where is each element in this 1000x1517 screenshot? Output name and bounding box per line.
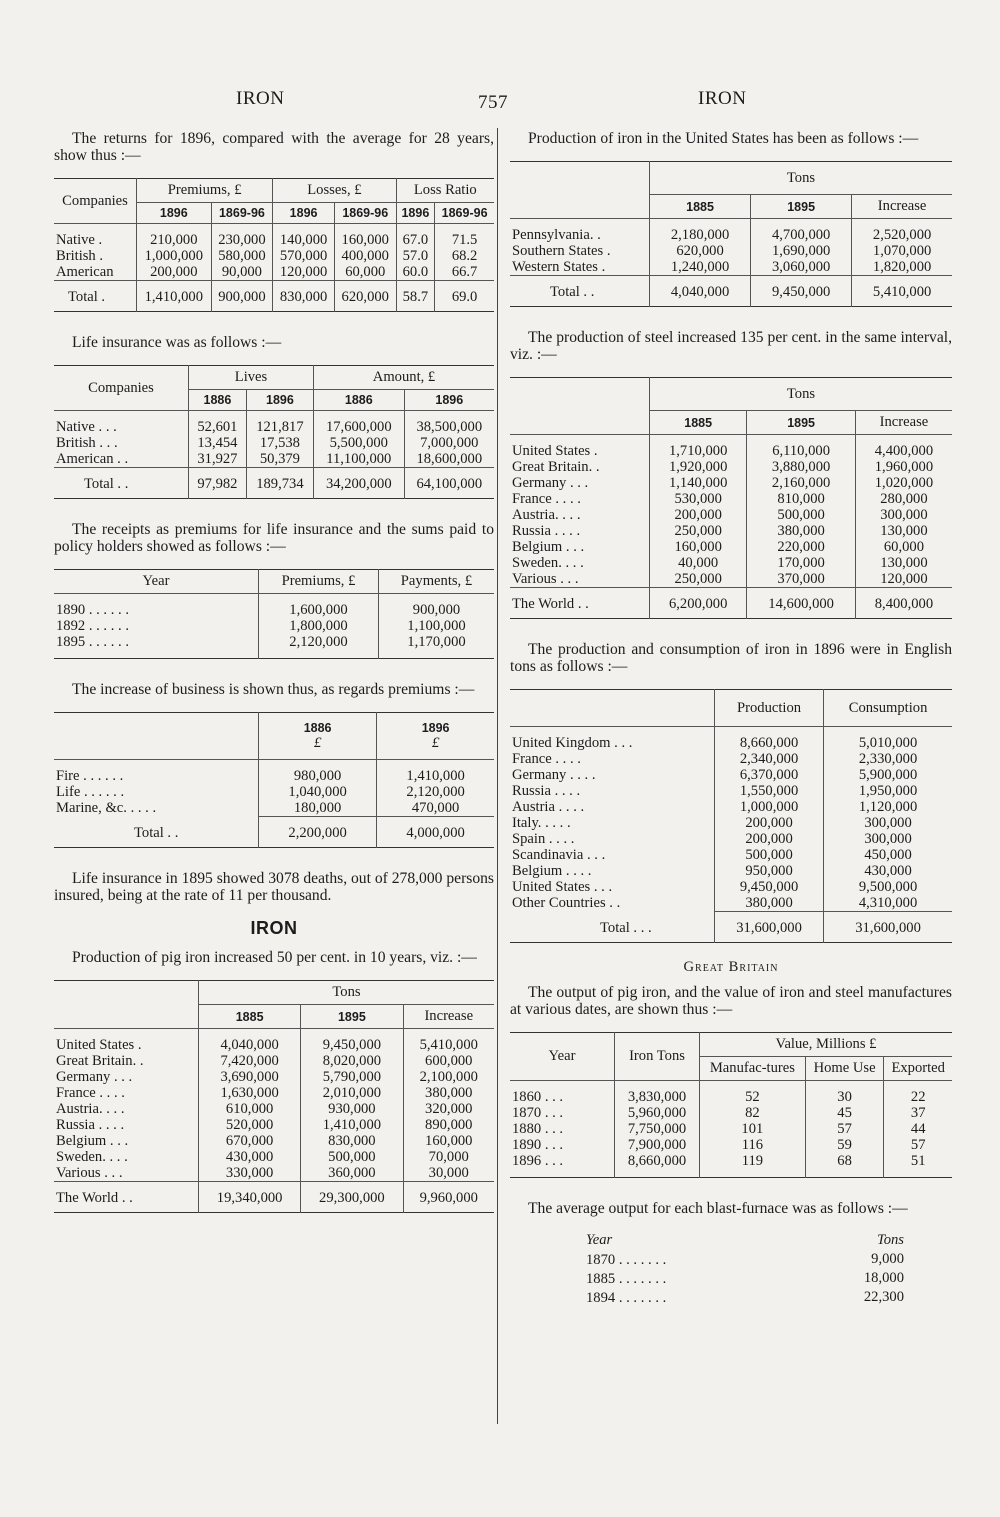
table-row: Native . . . 52,601 121,817 17,600,000 38,500,000 <box>54 419 494 435</box>
running-head-right: IRON <box>698 88 747 109</box>
sub-header: Increase <box>403 1005 494 1029</box>
col-year: Year <box>510 1033 615 1081</box>
sub-header: 1869-96 <box>211 203 273 224</box>
page-number: 757 <box>478 92 508 113</box>
table-row: Austria . . . . 1,000,000 1,120,000 <box>510 799 952 815</box>
table-row: Belgium . . . 160,000 220,000 60,000 <box>510 539 952 555</box>
sub-header: 1896 <box>396 203 435 224</box>
table-row: Germany . . . . 6,370,000 5,900,000 <box>510 767 952 783</box>
table-row: 1892 . . . . . . 1,800,000 1,100,000 <box>54 618 494 634</box>
table-row: 1894 . . . . . . . 22,300 <box>586 1289 904 1306</box>
table-row: 1890 . . . 7,900,000 116 59 57 <box>510 1137 952 1153</box>
sub-header: 1886 <box>189 390 247 411</box>
col-production: Production <box>715 690 824 727</box>
production-consumption-intro: The production and consumption of iron in 1896 were in English tons as follows :— <box>510 641 952 675</box>
pig-iron-intro: Production of pig iron increased 50 per cent. in 10 years, viz. :— <box>72 949 477 966</box>
table-row: Various . . . 250,000 370,000 120,000 <box>510 571 952 588</box>
table-row: 1880 . . . 7,750,000 101 57 44 <box>510 1121 952 1137</box>
total-row: Total . . 97,982 189,734 34,200,000 64,100,000 <box>54 468 494 499</box>
table-row: France . . . . 2,340,000 2,330,000 <box>510 751 952 767</box>
table-row: Southern States . 620,000 1,690,000 1,070,000 <box>510 243 952 259</box>
sub-header: 1885 <box>650 411 747 435</box>
table-row: Native . 210,000 230,000 140,000 160,000 67.0 71.5 <box>54 232 494 248</box>
sub-header: 1869-96 <box>334 203 396 224</box>
table-row: Russia . . . . 250,000 380,000 130,000 <box>510 523 952 539</box>
col-lives: Lives <box>189 366 314 390</box>
table-row: 1895 . . . . . . 2,120,000 1,170,000 <box>54 634 494 650</box>
table-row: United States . . . 9,450,000 9,500,000 <box>510 879 952 895</box>
table-row: Austria. . . . 200,000 500,000 300,000 <box>510 507 952 523</box>
col-payments: Payments, £ <box>378 570 494 594</box>
sub-header: Increase <box>852 195 952 219</box>
col-year: Year <box>586 1232 613 1248</box>
sub-header: 1895 <box>751 195 852 219</box>
table-row: Italy. . . . . 200,000 300,000 <box>510 815 952 831</box>
col-1886: 1886 £ <box>259 713 377 760</box>
column-divider <box>497 128 498 1424</box>
table-row: Marine, &c. . . . . 180,000 470,000 <box>54 800 494 817</box>
sub-header: 1896 <box>404 390 494 411</box>
table-row: 1890 . . . . . . 1,600,000 900,000 <box>54 602 494 618</box>
table-row: Various . . . 330,000 360,000 30,000 <box>54 1165 494 1182</box>
table-row: Belgium . . . . 950,000 430,000 <box>510 863 952 879</box>
col-year: Year <box>54 570 259 594</box>
col-losses: Losses, £ <box>273 179 396 203</box>
col-1896: 1896 £ <box>377 713 494 760</box>
col-consumption: Consumption <box>824 690 952 727</box>
sub-header: 1896 <box>137 203 212 224</box>
production-consumption-table <box>510 689 952 943</box>
table-row: Germany . . . 1,140,000 2,160,000 1,020,000 <box>510 475 952 491</box>
table-row: Russia . . . . 520,000 1,410,000 890,000 <box>54 1117 494 1133</box>
table-row: 1860 . . . 3,830,000 52 30 22 <box>510 1089 952 1105</box>
great-britain-table <box>510 1032 952 1178</box>
blast-furnace-table <box>585 1231 905 1307</box>
table-row: Great Britain. . 7,420,000 8,020,000 600,000 <box>54 1053 494 1069</box>
receipts-table <box>54 569 494 659</box>
col-amount: Amount, £ <box>314 366 494 390</box>
col-tons: Tons <box>650 162 953 195</box>
sub-header: 1886 <box>314 390 405 411</box>
section-heading-iron: IRON <box>250 918 298 938</box>
great-britain-intro: The output of pig iron, and the value of iron and steel manufactures at various dates, are shown thus :— <box>510 984 952 1018</box>
table-row: Sweden. . . . 430,000 500,000 70,000 <box>54 1149 494 1165</box>
table-row: Western States . 1,240,000 3,060,000 1,820,000 <box>510 259 952 276</box>
table-row: Scandinavia . . . 500,000 450,000 <box>510 847 952 863</box>
col-premiums: Premiums, £ <box>137 179 273 203</box>
col-loss-ratio: Loss Ratio <box>396 179 494 203</box>
table-row: Russia . . . . 1,550,000 1,950,000 <box>510 783 952 799</box>
table-row: British . . . 13,454 17,538 5,500,000 7,000,000 <box>54 435 494 451</box>
table-row: United States . 4,040,000 9,450,000 5,410,000 <box>54 1037 494 1053</box>
table-row: Belgium . . . 670,000 830,000 160,000 <box>54 1133 494 1149</box>
blast-furnace-intro: The average output for each blast-furnace was as follows :— <box>528 1200 908 1217</box>
col-companies: Companies <box>54 179 137 224</box>
table-row: France . . . . 1,630,000 2,010,000 380,000 <box>54 1085 494 1101</box>
table-row: American . . 31,927 50,379 11,100,000 18,600,000 <box>54 451 494 468</box>
table-row: France . . . . 530,000 810,000 280,000 <box>510 491 952 507</box>
table-row: 1896 . . . 8,660,000 119 68 51 <box>510 1153 952 1169</box>
sub-header: 1895 <box>747 411 856 435</box>
receipts-intro: The receipts as premiums for life insurance and the sums paid to policy holders showed as follows :— <box>54 521 494 555</box>
table-row: Great Britain. . 1,920,000 3,880,000 1,960,000 <box>510 459 952 475</box>
sub-header: 1869-96 <box>435 203 494 224</box>
steel-intro: The production of steel increased 135 per cent. in the same interval, viz. :— <box>510 329 952 363</box>
table-row: United Kingdom . . . 8,660,000 5,010,000 <box>510 735 952 751</box>
col-value: Value, Millions £ <box>700 1033 953 1057</box>
sub-header: 1896 <box>246 390 313 411</box>
total-row: The World . . 6,200,000 14,600,000 8,400,000 <box>510 588 952 619</box>
table-row: Fire . . . . . . 980,000 1,410,000 <box>54 768 494 784</box>
col-iron-tons: Iron Tons <box>615 1033 700 1081</box>
col-home-use: Home Use <box>805 1057 884 1081</box>
table-row: American 200,000 90,000 120,000 60,000 60.0 66.7 <box>54 264 494 281</box>
section-heading-great-britain: Great Britain <box>683 959 779 975</box>
running-head-left: IRON <box>236 88 285 109</box>
total-row: Total . 1,410,000 900,000 830,000 620,000 58.7 69.0 <box>54 281 494 312</box>
table-row: British . 1,000,000 580,000 570,000 400,000 57.0 68.2 <box>54 248 494 264</box>
sub-header: 1895 <box>301 1005 403 1029</box>
col-companies: Companies <box>54 366 189 411</box>
pig-iron-table <box>54 980 494 1213</box>
business-intro: The increase of business is shown thus, as regards premiums :— <box>72 681 475 698</box>
total-row: Total . . 2,200,000 4,000,000 <box>54 817 494 848</box>
table-row: 1870 . . . . . . . 9,000 <box>586 1251 904 1268</box>
sub-header: 1885 <box>199 1005 301 1029</box>
table-row: Germany . . . 3,690,000 5,790,000 2,100,000 <box>54 1069 494 1085</box>
table-row: Austria. . . . 610,000 930,000 320,000 <box>54 1101 494 1117</box>
table-row: United States . 1,710,000 6,110,000 4,400,000 <box>510 443 952 459</box>
table-row: Other Countries . . 380,000 4,310,000 <box>510 895 952 912</box>
sub-header: 1896 <box>273 203 335 224</box>
sub-header: 1885 <box>650 195 751 219</box>
col-tons: Tons <box>876 1232 904 1248</box>
table-row: Life . . . . . . 1,040,000 2,120,000 <box>54 784 494 800</box>
life-insurance-intro: Life insurance was as follows :— <box>72 334 282 351</box>
table-row: 1885 . . . . . . . 18,000 <box>586 1270 904 1287</box>
table-row: 1870 . . . 5,960,000 82 45 37 <box>510 1105 952 1121</box>
col-tons: Tons <box>650 378 953 411</box>
total-row: Total . . . 31,600,000 31,600,000 <box>510 912 952 943</box>
business-table <box>54 712 494 848</box>
right-column <box>510 130 952 1307</box>
returns-intro: The returns for 1896, compared with the average for 28 years, show thus :— <box>54 130 494 164</box>
col-premiums: Premiums, £ <box>259 570 379 594</box>
col-exported: Exported <box>884 1057 952 1081</box>
us-iron-table <box>510 161 952 307</box>
col-manufactures: Manufac-tures <box>700 1057 806 1081</box>
life-insurance-table <box>54 365 494 499</box>
us-iron-intro: Production of iron in the United States has been as follows :— <box>528 130 919 147</box>
table-row: Pennsylvania. . 2,180,000 4,700,000 2,520,000 <box>510 227 952 243</box>
total-row: Total . . 4,040,000 9,450,000 5,410,000 <box>510 276 952 307</box>
total-row: The World . . 19,340,000 29,300,000 9,960,000 <box>54 1182 494 1213</box>
life-insurance-note: Life insurance in 1895 showed 3078 deaths, out of 278,000 persons insured, being at the rate of 11 per thousand. <box>54 870 494 904</box>
left-column <box>54 130 494 1213</box>
col-tons: Tons <box>199 981 495 1005</box>
steel-table <box>510 377 952 619</box>
table-row: Sweden. . . . 40,000 170,000 130,000 <box>510 555 952 571</box>
table-row: Spain . . . . 200,000 300,000 <box>510 831 952 847</box>
returns-table <box>54 178 494 312</box>
sub-header: Increase <box>855 411 952 435</box>
